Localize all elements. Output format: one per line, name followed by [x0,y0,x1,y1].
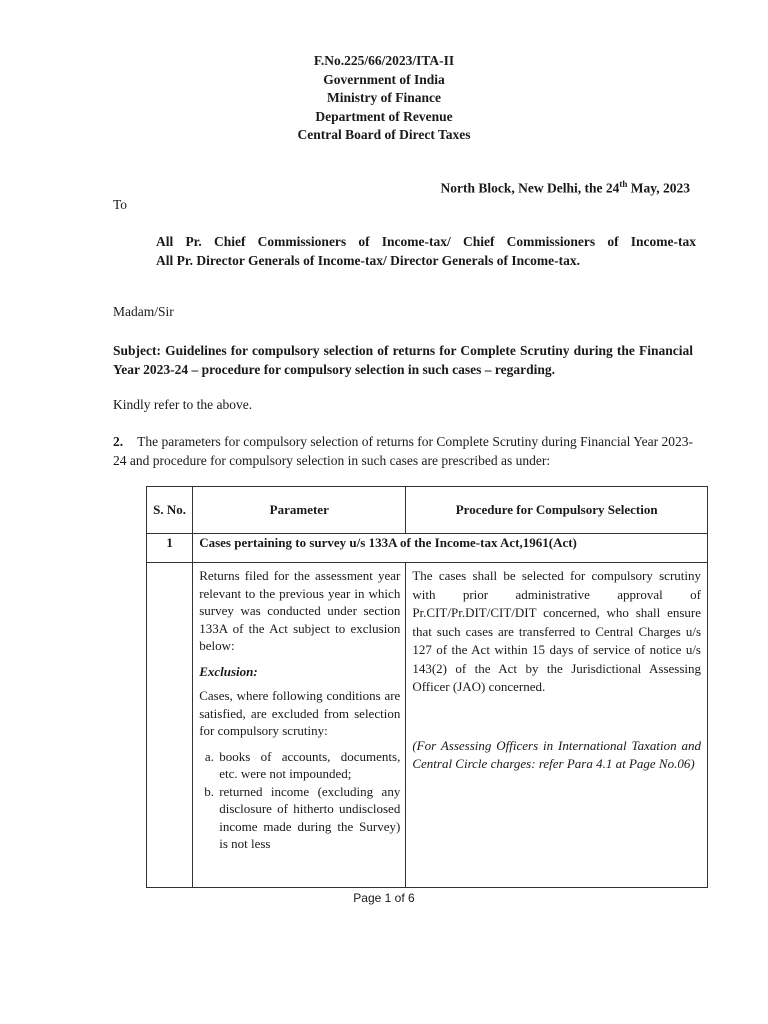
header-sno: S. No. [147,487,193,534]
reference-line: Kindly refer to the above. [113,397,253,412]
government-name: Government of India [323,71,445,87]
table-row [147,534,708,563]
dateline: North Block, New Delhi, the 24th May, 2023 [440,179,690,196]
list-item: b. returned income (excluding any disclosure of hitherto undisclosed income made during the Survey) is not less [217,783,400,853]
parameter-cell [193,563,406,888]
subject-line: Subject: Guidelines for compulsory selection of returns for Complete Scrutiny during the Financial Year 2023-24 – procedure for compulsory selection in such cases – regarding. [113,343,693,377]
exclusion-label: Exclusion: [199,663,258,679]
procedure-text: The cases shall be selected for compulsory scrutiny with prior administrative approval of Pr.CIT/Pr.DIT/CIT/DIT concerned, who shall ensure that such cases are transferred to Central Charges u/s 127 of the Act within 15 days of service of notice u/s 143(2) of the Act by the Jurisdictional Assessing Officer (JAO) concerned. [412,568,701,694]
conditions-list [199,748,400,853]
department-name: Department of Revenue [315,108,453,124]
salutation: Madam/Sir [113,304,174,319]
row-title: Cases pertaining to survey u/s 133A of the Income-tax Act,1961(Act) [193,534,708,563]
to-label: To [113,197,128,212]
paragraph-text: The parameters for compulsory selection of returns for Complete Scrutiny during Financial Year 2023-24 and procedure for compulsory selection in such cases are prescribed as under: [113,434,693,468]
procedure-cell [406,563,708,888]
header-procedure: Procedure for Compulsory Selection [406,487,708,534]
header-parameter: Parameter [193,487,406,534]
board-name: Central Board of Direct Taxes [297,127,471,142]
paragraph-2 [113,432,693,470]
file-number: F.No.225/66/2023/ITA-II [313,53,455,68]
addressee-line: All Pr. Chief Commissioners of Income-tax/ Chief Commissioners of Income-tax [156,234,696,249]
parameter-intro: Returns filed for the assessment year relevant to the previous year in which survey was conducted under section 133A of the Act subject to exclusion below: [199,568,401,653]
table-row [147,563,708,888]
row-number: 1 [147,534,193,563]
ministry-name: Ministry of Finance [327,90,441,105]
table-header-row [147,487,708,534]
letter-header [0,52,768,145]
addressees [156,232,696,270]
page-footer: Page 1 of 6 [353,891,415,905]
list-item: a. books of accounts, documents, etc. were not impounded; [217,748,400,783]
empty-cell [147,563,193,888]
parameters-table [146,486,708,888]
procedure-note: (For Assessing Officers in International Taxation and Central Circle charges: refer Para 4.1 at Page No.06) [412,737,701,771]
addressee-line: All Pr. Director Generals of Income-tax/ Director Generals of Income-tax. [156,253,581,268]
exclusion-text: Cases, where following conditions are satisfied, are excluded from selection for compulsory scrutiny: [199,688,401,738]
paragraph-number: 2. [113,434,124,449]
